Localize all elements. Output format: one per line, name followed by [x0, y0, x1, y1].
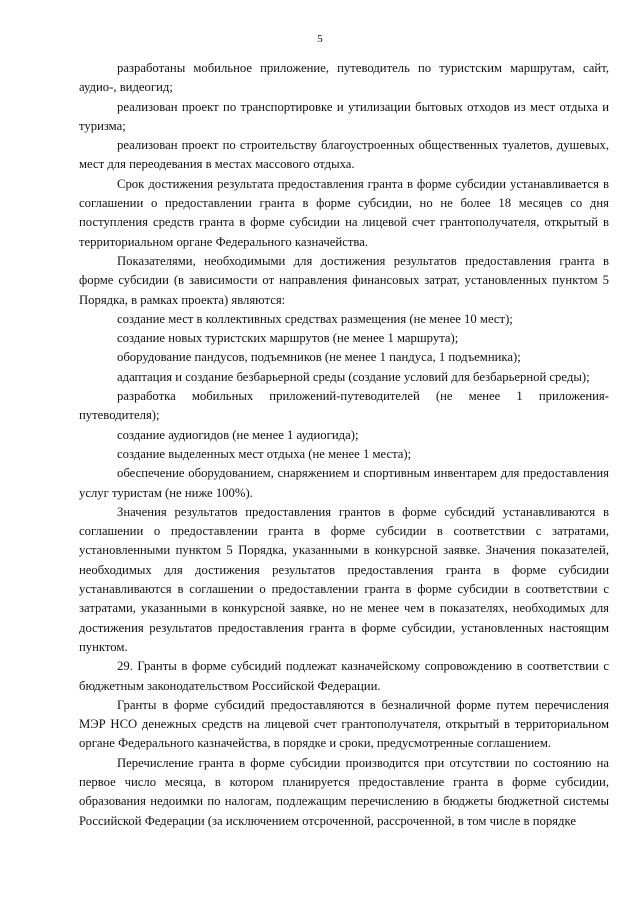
paragraph: реализован проект по строительству благоустроенных общественных туалетов, душевых, мест для переодевания в местах массового отдыха.: [79, 138, 609, 172]
list-item: создание аудиогидов (не менее 1 аудиогида);: [117, 427, 359, 442]
list-item: разработка мобильных приложений-путеводителей (не менее 1 приложения-путеводителя);: [79, 389, 609, 423]
list-item: оборудование пандусов, подъемников (не менее 1 пандуса, 1 подъемника);: [117, 350, 521, 365]
page-number: 5: [317, 33, 323, 45]
paragraph: Показателями, необходимыми для достижения результатов предоставления гранта в форме субсидии (в зависимости от направления финансовых затрат, установленных пунктом 5 Порядка, в рамках проекта) являются:: [79, 253, 609, 307]
paragraph: 29. Гранты в форме субсидий подлежат казначейскому сопровождению в соответствии с бюджетным законодательством Российской Федерации.: [79, 659, 609, 693]
list-item: создание выделенных мест отдыха (не менее 1 места);: [117, 446, 412, 461]
paragraph: Перечисление гранта в форме субсидии производится при отсутствии по состоянию на первое число месяца, в котором планируется предоставление гранта в форме субсидии, образования недоимки по налогам, подлежащим перечислению в бюджеты бюджетной системы Российской Федерации (за исключением отсроченной, рассроченной, в том числе в порядке: [79, 755, 609, 828]
document-body: [79, 59, 609, 831]
paragraph: реализован проект по транспортировке и утилизации бытовых отходов из мест отдыха и туризма;: [79, 99, 609, 133]
list-item: обеспечение оборудованием, снаряжением и спортивным инвентарем для предоставления услуг туристам (не ниже 100%).: [79, 466, 609, 500]
list-item: создание мест в коллективных средствах размещения (не менее 10 мест);: [117, 311, 513, 326]
paragraph: Значения результатов предоставления грантов в форме субсидий устанавливаются в соглашении о предоставлении гранта в форме субсидии в соответствии с затратами, установленными пунктом 5 Порядка, указанными в конкурсной заявке. Значения показателей, необходимых для достижения результатов предоставления гранта в форме субсидии устанавливаются в соглашении о предоставлении гранта в форме субсидии в соответствии с затратами, указанными в конкурсной заявке, но не менее чем в показателях, необходимых для достижения результатов предоставления гранта в форме субсидии, установленных настоящим пунктом.: [79, 504, 609, 654]
paragraph: разработаны мобильное приложение, путеводитель по туристским маршрутам, сайт, аудио-, видеогид;: [79, 61, 609, 95]
list-item: создание новых туристских маршрутов (не менее 1 маршрута);: [117, 331, 459, 346]
paragraph: Гранты в форме субсидий предоставляются в безналичной форме путем перечисления МЭР НСО денежных средств на лицевой счет грантополучателя, открытый в территориальном органе Федерального казначейства, в порядке и сроки, предусмотренные соглашением.: [79, 697, 609, 751]
list-item: адаптация и создание безбарьерной среды (создание условий для безбарьерной среды);: [117, 369, 590, 384]
paragraph: Срок достижения результата предоставления гранта в форме субсидии устанавливается в соглашении о предоставлении гранта в форме субсидии, но не более 18 месяцев со дня поступления средств гранта в форме субсидии на лицевой счет грантополучателя, открытый в территориальном органе Федерального казначейства.: [79, 176, 609, 249]
